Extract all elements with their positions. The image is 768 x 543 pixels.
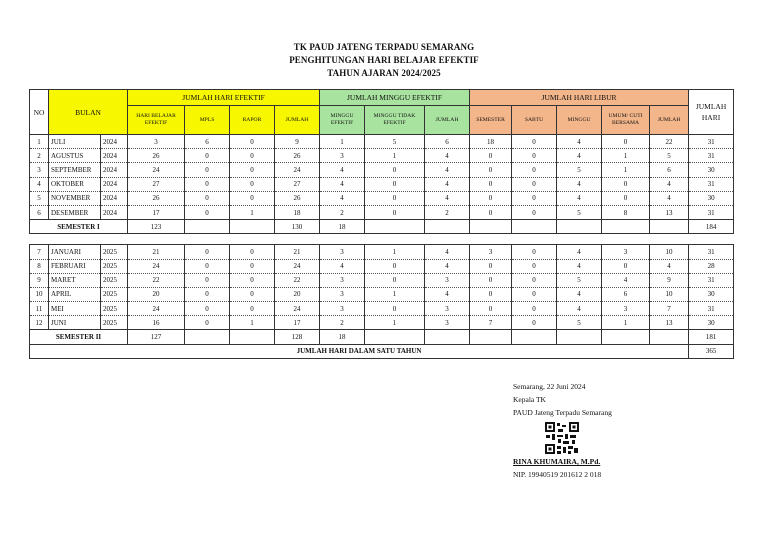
month-mpls-cell: 6 xyxy=(185,135,230,149)
month-jml-ef-cell: 24 xyxy=(275,163,320,177)
month-hbe-cell: 27 xyxy=(128,177,185,191)
month-row xyxy=(30,205,734,219)
header-group-minggu: JUMLAH MINGGU EFEKTIF xyxy=(320,90,470,106)
month-no-cell: 5 xyxy=(30,191,49,205)
month-year-cell: 2024 xyxy=(101,205,128,219)
month-minggu-cell: 4 xyxy=(557,259,602,273)
month-jml-l-cell: 10 xyxy=(650,287,689,301)
month-me-cell: 4 xyxy=(320,259,365,273)
month-jml-m-cell: 2 xyxy=(425,205,470,219)
month-jml-l-cell: 5 xyxy=(650,149,689,163)
month-jml-ef-cell: 26 xyxy=(275,191,320,205)
month-month-cell: FEBRUARI xyxy=(49,259,101,273)
month-jml-l-cell: 13 xyxy=(650,316,689,330)
month-minggu-cell: 5 xyxy=(557,205,602,219)
month-sem-cell: 0 xyxy=(470,163,512,177)
month-mpls-cell: 0 xyxy=(185,149,230,163)
month-sem-cell: 3 xyxy=(470,245,512,259)
signature-role: Kepala TK xyxy=(513,395,546,404)
month-hbe-cell: 17 xyxy=(128,205,185,219)
month-month-cell: JULI xyxy=(49,135,101,149)
month-year-cell: 2025 xyxy=(101,245,128,259)
month-sabtu-cell: 0 xyxy=(512,135,557,149)
month-jml-l-cell: 13 xyxy=(650,205,689,219)
month-me-cell: 3 xyxy=(320,245,365,259)
month-hari-cell: 31 xyxy=(689,245,734,259)
month-mpls-cell: 0 xyxy=(185,316,230,330)
month-month-cell: JUNI xyxy=(49,316,101,330)
month-me-cell: 4 xyxy=(320,191,365,205)
month-jml-l-cell: 6 xyxy=(650,163,689,177)
month-minggu-cell: 4 xyxy=(557,149,602,163)
month-minggu-cell: 5 xyxy=(557,163,602,177)
month-umum-cell: 0 xyxy=(602,259,650,273)
month-no-cell: 6 xyxy=(30,205,49,219)
month-jml-m-cell: 4 xyxy=(425,287,470,301)
semester-1-hari-total: 184 xyxy=(689,220,734,234)
semester-1-hbe-total: 123 xyxy=(128,220,185,234)
month-umum-cell: 6 xyxy=(602,287,650,301)
month-row xyxy=(30,287,734,301)
semester-2-hari-total: 181 xyxy=(689,330,734,344)
month-rapor-cell: 1 xyxy=(230,316,275,330)
document-subtitle: PENGHITUNGAN HARI BELAJAR EFEKTIF xyxy=(289,55,479,65)
month-minggu-cell: 5 xyxy=(557,273,602,287)
month-year-cell: 2024 xyxy=(101,191,128,205)
month-jml-m-cell: 3 xyxy=(425,302,470,316)
month-hbe-cell: 24 xyxy=(128,302,185,316)
month-year-cell: 2025 xyxy=(101,316,128,330)
header-hari-belajar-efektif: HARI BELAJAR EFEKTIF xyxy=(128,106,185,135)
signature-place-date: Semarang, 22 Juni 2024 xyxy=(513,382,586,391)
month-row xyxy=(30,177,734,191)
month-mte-cell: 0 xyxy=(365,205,425,219)
year-total-row xyxy=(30,344,734,358)
month-rapor-cell: 1 xyxy=(230,205,275,219)
month-hbe-cell: 24 xyxy=(128,259,185,273)
month-mte-cell: 1 xyxy=(365,245,425,259)
month-mpls-cell: 0 xyxy=(185,163,230,177)
month-hari-cell: 28 xyxy=(689,259,734,273)
year-total-label: JUMLAH HARI DALAM SATU TAHUN xyxy=(30,344,689,358)
month-sabtu-cell: 0 xyxy=(512,259,557,273)
month-sem-cell: 0 xyxy=(470,259,512,273)
header-mpls: MPLS xyxy=(185,106,230,135)
year-total-hari: 365 xyxy=(689,344,734,358)
header-jumlah-efektif: JUMLAH xyxy=(275,106,320,135)
month-minggu-cell: 5 xyxy=(557,316,602,330)
month-mpls-cell: 0 xyxy=(185,287,230,301)
month-row xyxy=(30,191,734,205)
month-jml-l-cell: 4 xyxy=(650,191,689,205)
header-semester: SEMESTER xyxy=(470,106,512,135)
month-sabtu-cell: 0 xyxy=(512,316,557,330)
month-sem-cell: 0 xyxy=(470,273,512,287)
month-month-cell: AGUSTUS xyxy=(49,149,101,163)
header-group-efektif: JUMLAH HARI EFEKTIF xyxy=(128,90,320,106)
month-mte-cell: 0 xyxy=(365,259,425,273)
month-sem-cell: 7 xyxy=(470,316,512,330)
month-jml-ef-cell: 21 xyxy=(275,245,320,259)
month-jml-ef-cell: 22 xyxy=(275,273,320,287)
month-no-cell: 8 xyxy=(30,259,49,273)
month-row xyxy=(30,135,734,149)
semester-2-rows xyxy=(30,245,734,330)
month-jml-m-cell: 4 xyxy=(425,191,470,205)
month-jml-l-cell: 22 xyxy=(650,135,689,149)
month-umum-cell: 0 xyxy=(602,135,650,149)
month-umum-cell: 3 xyxy=(602,302,650,316)
month-month-cell: NOVEMBER xyxy=(49,191,101,205)
month-row xyxy=(30,149,734,163)
month-mpls-cell: 0 xyxy=(185,205,230,219)
month-sabtu-cell: 0 xyxy=(512,177,557,191)
month-hari-cell: 30 xyxy=(689,191,734,205)
semester-1-total-row xyxy=(30,220,734,234)
month-sabtu-cell: 0 xyxy=(512,163,557,177)
month-hari-cell: 31 xyxy=(689,149,734,163)
academic-year: TAHUN AJARAN 2024/2025 xyxy=(327,68,441,78)
month-rapor-cell: 0 xyxy=(230,302,275,316)
header-bulan: BULAN xyxy=(49,90,128,135)
semester-2-minggu-total: 18 xyxy=(320,330,365,344)
month-jml-l-cell: 4 xyxy=(650,259,689,273)
month-year-cell: 2025 xyxy=(101,287,128,301)
month-mte-cell: 5 xyxy=(365,135,425,149)
month-year-cell: 2025 xyxy=(101,273,128,287)
header-rapor: RAPOR xyxy=(230,106,275,135)
header-minggu-efektif: MINGGU EFEKTIF xyxy=(320,106,365,135)
month-minggu-cell: 4 xyxy=(557,302,602,316)
month-row xyxy=(30,163,734,177)
month-minggu-cell: 4 xyxy=(557,191,602,205)
semester-1-minggu-total: 18 xyxy=(320,220,365,234)
month-jml-ef-cell: 17 xyxy=(275,316,320,330)
month-sem-cell: 0 xyxy=(470,287,512,301)
month-umum-cell: 0 xyxy=(602,177,650,191)
month-mpls-cell: 0 xyxy=(185,191,230,205)
semester-2-efektif-total: 128 xyxy=(275,330,320,344)
month-hari-cell: 31 xyxy=(689,273,734,287)
month-row xyxy=(30,259,734,273)
month-year-cell: 2025 xyxy=(101,302,128,316)
month-no-cell: 7 xyxy=(30,245,49,259)
month-jml-ef-cell: 24 xyxy=(275,259,320,273)
month-jml-m-cell: 3 xyxy=(425,316,470,330)
month-me-cell: 3 xyxy=(320,287,365,301)
month-mte-cell: 0 xyxy=(365,302,425,316)
month-sem-cell: 0 xyxy=(470,149,512,163)
month-sabtu-cell: 0 xyxy=(512,191,557,205)
signature-nip: NIP. 19940519 201612 2 018 xyxy=(513,470,602,479)
month-rapor-cell: 0 xyxy=(230,163,275,177)
month-rapor-cell: 0 xyxy=(230,191,275,205)
month-month-cell: MARET xyxy=(49,273,101,287)
month-jml-ef-cell: 24 xyxy=(275,302,320,316)
month-mte-cell: 1 xyxy=(365,316,425,330)
month-umum-cell: 3 xyxy=(602,245,650,259)
month-no-cell: 1 xyxy=(30,135,49,149)
month-month-cell: JANUARI xyxy=(49,245,101,259)
month-jml-m-cell: 4 xyxy=(425,177,470,191)
month-hari-cell: 30 xyxy=(689,287,734,301)
month-me-cell: 4 xyxy=(320,163,365,177)
month-jml-l-cell: 4 xyxy=(650,177,689,191)
month-rapor-cell: 0 xyxy=(230,135,275,149)
month-jml-l-cell: 10 xyxy=(650,245,689,259)
month-umum-cell: 8 xyxy=(602,205,650,219)
month-mpls-cell: 0 xyxy=(185,273,230,287)
month-mpls-cell: 0 xyxy=(185,177,230,191)
month-mte-cell: 1 xyxy=(365,287,425,301)
month-sabtu-cell: 0 xyxy=(512,287,557,301)
school-title: TK PAUD JATENG TERPADU SEMARANG xyxy=(293,42,475,52)
month-hari-cell: 31 xyxy=(689,302,734,316)
month-sabtu-cell: 0 xyxy=(512,205,557,219)
month-hbe-cell: 22 xyxy=(128,273,185,287)
month-sem-cell: 0 xyxy=(470,205,512,219)
month-year-cell: 2024 xyxy=(101,135,128,149)
month-minggu-cell: 4 xyxy=(557,245,602,259)
month-month-cell: OKTOBER xyxy=(49,177,101,191)
month-hbe-cell: 26 xyxy=(128,149,185,163)
month-month-cell: DESEMBER xyxy=(49,205,101,219)
month-no-cell: 9 xyxy=(30,273,49,287)
header-jumlah-minggu: JUMLAH xyxy=(425,106,470,135)
semester-2-label: SEMESTER II xyxy=(30,330,128,344)
month-jml-ef-cell: 9 xyxy=(275,135,320,149)
month-no-cell: 10 xyxy=(30,287,49,301)
signature-name: RINA KHUMAIRA, M.Pd. xyxy=(513,457,601,466)
qr-code-icon xyxy=(544,421,580,455)
month-hbe-cell: 20 xyxy=(128,287,185,301)
month-mpls-cell: 0 xyxy=(185,302,230,316)
month-jml-ef-cell: 27 xyxy=(275,177,320,191)
month-rapor-cell: 0 xyxy=(230,273,275,287)
month-jml-m-cell: 3 xyxy=(425,273,470,287)
month-me-cell: 2 xyxy=(320,316,365,330)
signature-institution: PAUD Jateng Terpadu Semarang xyxy=(513,408,612,417)
month-month-cell: MEI xyxy=(49,302,101,316)
month-sem-cell: 0 xyxy=(470,177,512,191)
semester-1-rows xyxy=(30,135,734,220)
month-sabtu-cell: 0 xyxy=(512,273,557,287)
month-jml-ef-cell: 18 xyxy=(275,205,320,219)
month-mpls-cell: 0 xyxy=(185,259,230,273)
header-no: NO xyxy=(30,90,49,135)
month-sem-cell: 0 xyxy=(470,191,512,205)
month-row xyxy=(30,302,734,316)
month-month-cell: APRIL xyxy=(49,287,101,301)
month-hbe-cell: 21 xyxy=(128,245,185,259)
month-sabtu-cell: 0 xyxy=(512,149,557,163)
month-sabtu-cell: 0 xyxy=(512,302,557,316)
month-jml-m-cell: 4 xyxy=(425,149,470,163)
month-rapor-cell: 0 xyxy=(230,177,275,191)
month-row xyxy=(30,273,734,287)
month-umum-cell: 4 xyxy=(602,273,650,287)
month-no-cell: 12 xyxy=(30,316,49,330)
month-hari-cell: 31 xyxy=(689,177,734,191)
month-jml-m-cell: 4 xyxy=(425,259,470,273)
header-minggu: MINGGU xyxy=(557,106,602,135)
month-umum-cell: 1 xyxy=(602,149,650,163)
month-no-cell: 4 xyxy=(30,177,49,191)
month-year-cell: 2024 xyxy=(101,149,128,163)
month-rapor-cell: 0 xyxy=(230,245,275,259)
month-mte-cell: 1 xyxy=(365,149,425,163)
month-month-cell: SEPTEMBER xyxy=(49,163,101,177)
month-me-cell: 4 xyxy=(320,177,365,191)
month-no-cell: 2 xyxy=(30,149,49,163)
month-no-cell: 3 xyxy=(30,163,49,177)
month-row xyxy=(30,245,734,259)
month-hari-cell: 30 xyxy=(689,316,734,330)
month-year-cell: 2024 xyxy=(101,177,128,191)
semester-1-label: SEMESTER I xyxy=(30,220,128,234)
semester-2-hbe-total: 127 xyxy=(128,330,185,344)
month-jml-l-cell: 9 xyxy=(650,273,689,287)
month-mpls-cell: 0 xyxy=(185,245,230,259)
header-umum-cuti: UMUM/ CUTI BERSAMA xyxy=(602,106,650,135)
month-hbe-cell: 26 xyxy=(128,191,185,205)
month-year-cell: 2025 xyxy=(101,259,128,273)
month-sem-cell: 18 xyxy=(470,135,512,149)
header-sabtu: SABTU xyxy=(512,106,557,135)
month-mte-cell: 0 xyxy=(365,177,425,191)
month-rapor-cell: 0 xyxy=(230,287,275,301)
header-minggu-tidak-efektif: MINGGU TIDAK EFEKTIF xyxy=(365,106,425,135)
month-minggu-cell: 4 xyxy=(557,287,602,301)
month-hari-cell: 31 xyxy=(689,135,734,149)
month-umum-cell: 1 xyxy=(602,163,650,177)
month-me-cell: 3 xyxy=(320,273,365,287)
month-umum-cell: 1 xyxy=(602,316,650,330)
month-year-cell: 2024 xyxy=(101,163,128,177)
month-jml-ef-cell: 26 xyxy=(275,149,320,163)
month-me-cell: 2 xyxy=(320,205,365,219)
month-sabtu-cell: 0 xyxy=(512,245,557,259)
month-sem-cell: 0 xyxy=(470,302,512,316)
header-group-libur: JUMLAH HARI LIBUR xyxy=(470,90,689,106)
month-me-cell: 3 xyxy=(320,149,365,163)
month-minggu-cell: 4 xyxy=(557,177,602,191)
month-rapor-cell: 0 xyxy=(230,259,275,273)
month-hari-cell: 31 xyxy=(689,205,734,219)
month-hbe-cell: 16 xyxy=(128,316,185,330)
month-hbe-cell: 3 xyxy=(128,135,185,149)
header-jumlah-libur: JUMLAH xyxy=(650,106,689,135)
month-mte-cell: 0 xyxy=(365,163,425,177)
month-jml-l-cell: 7 xyxy=(650,302,689,316)
semester-2-total-row xyxy=(30,330,734,344)
semester-1-efektif-total: 130 xyxy=(275,220,320,234)
month-umum-cell: 0 xyxy=(602,191,650,205)
month-me-cell: 1 xyxy=(320,135,365,149)
month-minggu-cell: 4 xyxy=(557,135,602,149)
month-hari-cell: 30 xyxy=(689,163,734,177)
month-row xyxy=(30,316,734,330)
month-jml-m-cell: 4 xyxy=(425,163,470,177)
month-rapor-cell: 0 xyxy=(230,149,275,163)
month-me-cell: 3 xyxy=(320,302,365,316)
header-jumlah-hari: JUMLAH HARI xyxy=(689,90,734,135)
month-jml-m-cell: 6 xyxy=(425,135,470,149)
month-hbe-cell: 24 xyxy=(128,163,185,177)
effective-days-table xyxy=(29,89,734,359)
month-mte-cell: 0 xyxy=(365,273,425,287)
month-jml-ef-cell: 20 xyxy=(275,287,320,301)
month-no-cell: 11 xyxy=(30,302,49,316)
month-jml-m-cell: 4 xyxy=(425,245,470,259)
month-mte-cell: 0 xyxy=(365,191,425,205)
